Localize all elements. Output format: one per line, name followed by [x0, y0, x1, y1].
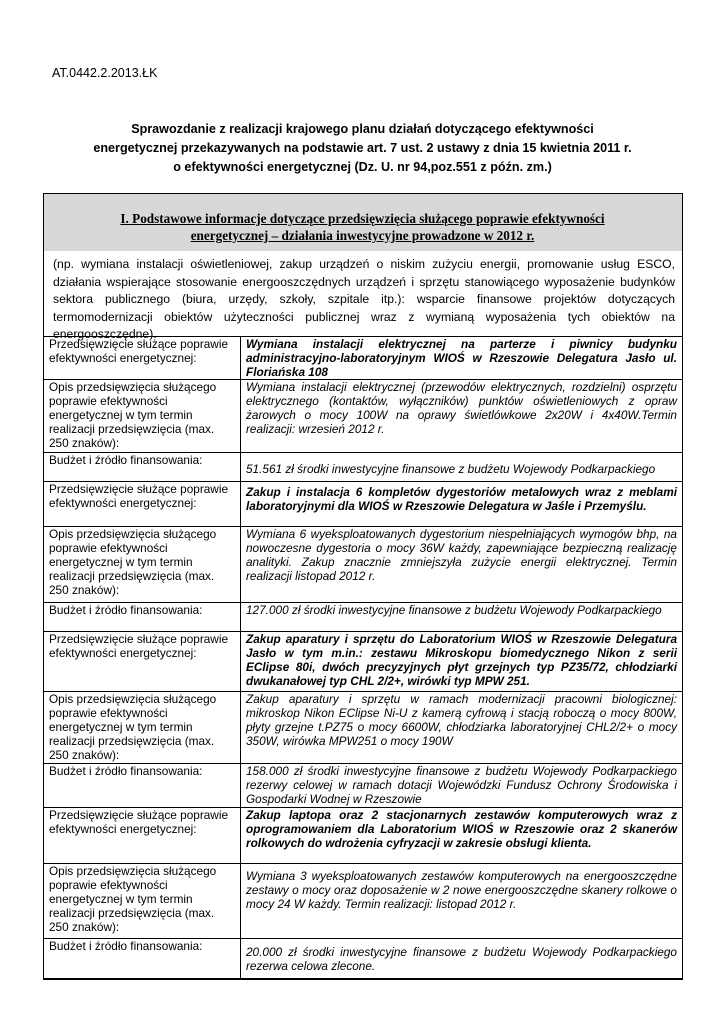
budget-value: 127.000 zł środki inwestycyjne finansowe z budżetu Wojewody Podkarpackiego — [241, 603, 683, 632]
table-row — [44, 864, 683, 939]
section-title-line: energetycznej – działania inwestycyjne prowadzone w 2012 r. — [190, 228, 535, 243]
table-row — [44, 337, 683, 380]
project-label: Przedsięwzięcie służące poprawie efektywności energetycznej: — [44, 632, 241, 692]
project-label: Przedsięwzięcie służące poprawie efektywności energetycznej: — [44, 482, 241, 527]
section-title-line: I. Podstawowe informacje dotyczące przedsięwzięcia służącego poprawie efektywności — [120, 211, 605, 226]
table-row — [44, 603, 683, 632]
project-label: Przedsięwzięcie służące poprawie efektywności energetycznej: — [44, 337, 241, 380]
budget-value — [241, 939, 683, 979]
report-title — [40, 120, 685, 177]
title-line: o efektywności energetycznej (Dz. U. nr 94,poz.551 z późn. zm.) — [173, 160, 552, 174]
budget-text: 20.000 zł środki inwestycyjne finansowe z budżetu Wojewody Podkarpackiego rezerwa celowa zlecone. — [246, 945, 677, 973]
description-value: Zakup aparatury i sprzętu w ramach modernizacji pracowni biologicznej: mikroskop Nikon EClipse Ni-U z kamerą cyfrową i stacją roboczą o mocy 800W, płyty grzejne t.PZ75 o mocy 6600W, chłodziarka laboratoryjnej CHL2/2+ o mocy 350W, wirówka MPW251 o mocy 190W — [241, 692, 683, 764]
section-intro: (np. wymiana instalacji oświetleniowej, zakup urządzeń o niskim zużyciu energii, promowanie usług ESCO, działania wspierające stosowanie energooszczędnych urządzeń i sprzętu stanowiącego wyposażenie budynków sektora publicznego (biura, urzędy, szkoły, szpitale itp.): wsparcie finansowe projektów dotyczących termomodernizacji obiektów użyteczności publicznej wraz z wymianą wyposażenia tych obiektów na energooszczędne). — [53, 257, 675, 341]
table-row — [44, 527, 683, 603]
project-value: Wymiana instalacji elektrycznej na parterze i piwnicy budynku administracyjno-laboratoryjnym WIOŚ w Rzeszowie Delegatura Jasło ul. Floriańska 108 — [241, 337, 683, 380]
table-row — [44, 453, 683, 482]
project-value — [241, 482, 683, 527]
budget-label: Budżet i źródło finansowania: — [44, 453, 241, 482]
table-row — [44, 764, 683, 808]
table-row — [44, 939, 683, 979]
section-title — [70, 210, 655, 244]
description-text: Wymiana 3 wyeksploatowanych zestawów komputerowych na energooszczędne zestawy o mocy oraz doposażenie w 2 nowe energooszczędne skanery rolkowe o mocy 24 W każdy. Termin realizacji: listopad 2012 r. — [246, 869, 677, 911]
budget-label: Budżet i źródło finansowania: — [44, 764, 241, 808]
table-row — [44, 808, 683, 864]
budget-value — [241, 453, 683, 482]
table-row — [44, 482, 683, 527]
description-value: Wymiana instalacji elektrycznej (przewodów elektrycznych, rozdzielni) osprzętu elektrycznego (kontaktów, wyłączników) punktów oświetleniowych z opraw żarowych o mocy 100W na oprawy świetlówkowe 2x20W i 4x40W.Termin realizacji: wrzesień 2012 r. — [241, 380, 683, 453]
table-row — [44, 692, 683, 764]
projects-table — [43, 336, 683, 979]
description-label: Opis przedsięwzięcia służącego poprawie efektywności energetycznej w tym termin realizacji przedsięwzięcia (max. 250 znaków): — [44, 692, 241, 764]
description-value — [241, 864, 683, 939]
budget-label: Budżet i źródło finansowania: — [44, 939, 241, 979]
budget-value: 158.000 zł środki inwestycyjne finansowe z budżetu Wojewody Podkarpackiego rezerwy celowej w ramach dotacji Wojewódzki Fundusz Ochrony Środowiska i Gospodarki Wodnej w Rzeszowie — [241, 764, 683, 808]
description-label: Opis przedsięwzięcia służącego poprawie efektywności energetycznej w tym termin realizacji przedsięwzięcia (max. 250 znaków): — [44, 380, 241, 453]
description-label: Opis przedsięwzięcia służącego poprawie efektywności energetycznej w tym termin realizacji przedsięwzięcia (max. 250 znaków): — [44, 864, 241, 939]
title-line: Sprawozdanie z realizacji krajowego planu działań dotyczącego efektywności — [131, 122, 594, 136]
description-value: Wymiana 6 wyeksploatowanych dygestorium niespełniających wymogów bhp, na nowoczesne dygestoria o mocy 36W każdy, zapewniające bezpieczną realizację analityki. Zakup znacznie zmniejszyła zużycie energii elektrycznej. Termin realizacji listopad 2012 r. — [241, 527, 683, 603]
table-row — [44, 632, 683, 692]
table-row — [44, 380, 683, 453]
project-text: Zakup i instalacja 6 kompletów dygestoriów metalowych wraz z meblami laboratoryjnymi dla WIOŚ w Rzeszowie Delegatura w Jaśle i Przemyślu. — [246, 485, 677, 513]
description-label: Opis przedsięwzięcia służącego poprawie efektywności energetycznej w tym termin realizacji przedsięwzięcia (max. 250 znaków): — [44, 527, 241, 603]
project-label: Przedsięwzięcie służące poprawie efektywności energetycznej: — [44, 808, 241, 864]
budget-label: Budżet i źródło finansowania: — [44, 603, 241, 632]
project-value: Zakup aparatury i sprzętu do Laboratorium WIOŚ w Rzeszowie Delegatura Jasło w tym m.in.: zestawu Mikroskopu biomedycznego Nikon z serii EClipse 80i, dwóch precyzyjnych płyt grzejnych typ PZ35/72, chłodziarki dwukanałowej typ CHL 2/2+, wirówki typ MPW 251. — [241, 632, 683, 692]
title-line: energetycznej przekazywanych na podstawie art. 7 ust. 2 ustawy z dnia 15 kwietnia 2011 r. — [93, 141, 632, 155]
project-value: Zakup laptopa oraz 2 stacjonarnych zestawów komputerowych wraz z oprogramowaniem dla Laboratorium WIOŚ w Rzeszowie oraz 2 skanerów rolkowych do wdrożenia cyfryzacji w zakresie obsługi klienta. — [241, 808, 683, 864]
budget-text: 51.561 zł środki inwestycyjne finansowe z budżetu Wojewody Podkarpackiego — [246, 462, 656, 476]
document-reference: AT.0442.2.2013.ŁK — [52, 66, 158, 80]
